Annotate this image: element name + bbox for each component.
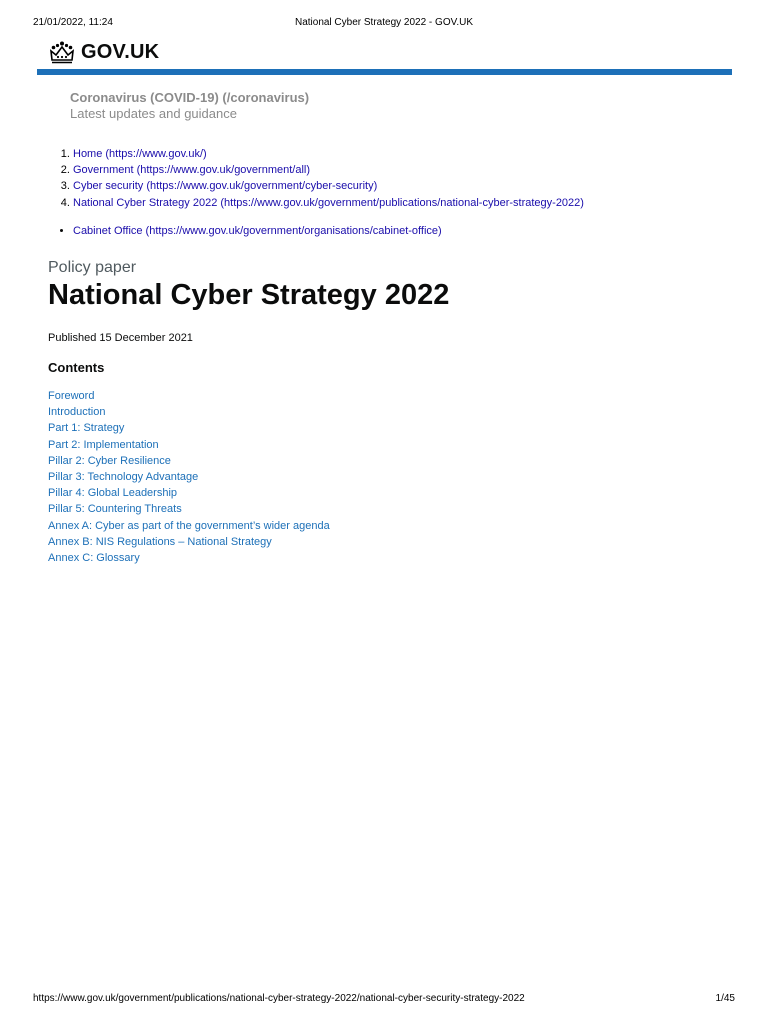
organisation-list: [48, 223, 442, 239]
breadcrumb-item-cyber-security: [73, 178, 584, 194]
breadcrumb-link-home[interactable]: Home (https://www.gov.uk/): [73, 148, 207, 160]
page-title: National Cyber Strategy 2022: [48, 279, 450, 311]
contents-list: [48, 388, 330, 566]
breadcrumb-item-national-cyber-strategy: [73, 195, 584, 211]
contents-link-pillar-5[interactable]: Pillar 5: Countering Threats: [48, 503, 182, 516]
contents-item: [48, 469, 330, 485]
breadcrumb-link-national-cyber-strategy[interactable]: National Cyber Strategy 2022 (https://www.gov.uk/government/publications/national-cyber-strategy-2022): [73, 196, 584, 209]
contents-item: [48, 501, 330, 517]
govuk-header[interactable]: [48, 38, 159, 66]
contents-item: [48, 420, 330, 436]
organisation-item: [73, 223, 442, 239]
contents-item: [48, 388, 330, 404]
govuk-logotype[interactable]: GOV.UK: [81, 40, 160, 63]
contents-item: [48, 404, 330, 420]
print-header: [33, 17, 735, 31]
published-date: Published 15 December 2021: [48, 332, 193, 344]
crown-icon: [48, 40, 76, 64]
contents-link-annex-c[interactable]: Annex C: Glossary: [48, 552, 140, 565]
contents-link-annex-b[interactable]: Annex B: NIS Regulations – National Strategy: [48, 535, 272, 548]
covid-banner-title[interactable]: Coronavirus (COVID-19) (/coronavirus): [70, 90, 310, 105]
breadcrumb-item-home: [73, 146, 584, 162]
contents-link-annex-a[interactable]: Annex A: Cyber as part of the government’s wider agenda: [48, 519, 330, 532]
contents-link-introduction[interactable]: Introduction: [48, 406, 106, 419]
contents-item: [48, 534, 330, 550]
contents-link-part-2[interactable]: Part 2: Implementation: [48, 438, 159, 451]
contents-link-part-1[interactable]: Part 1: Strategy: [48, 422, 125, 435]
contents-item: [48, 518, 330, 534]
contents-item: [48, 485, 330, 501]
print-footer: [33, 993, 735, 1007]
contents-item: [48, 550, 330, 566]
print-footer-url: https://www.gov.uk/government/publications/national-cyber-strategy-2022/national-cyber-security-strategy-2022: [33, 993, 525, 1004]
contents-link-pillar-2[interactable]: Pillar 2: Cyber Resilience: [48, 454, 171, 467]
contents-link-pillar-4[interactable]: Pillar 4: Global Leadership: [48, 487, 178, 500]
breadcrumb-item-government: [73, 162, 584, 178]
covid-banner-subtitle: Latest updates and guidance: [70, 106, 237, 121]
organisation-link-cabinet-office[interactable]: Cabinet Office (https://www.gov.uk/government/organisations/cabinet-office): [73, 225, 442, 237]
print-datetime: 21/01/2022, 11:24: [33, 17, 113, 28]
breadcrumb: [48, 146, 584, 211]
contents-link-foreword[interactable]: Foreword: [48, 390, 95, 402]
breadcrumb-link-cyber-security[interactable]: Cyber security (https://www.gov.uk/government/cyber-security): [73, 180, 378, 193]
header-blue-bar: [37, 69, 732, 75]
breadcrumb-link-government[interactable]: Government (https://www.gov.uk/government/all): [73, 164, 311, 177]
print-document-title: National Cyber Strategy 2022 - GOV.UK: [294, 17, 474, 28]
covid-banner[interactable]: [70, 90, 309, 122]
contents-item: [48, 453, 330, 469]
page-caption: Policy paper: [48, 259, 137, 276]
contents-item: [48, 437, 330, 453]
print-page-indicator: 1/45: [715, 993, 735, 1004]
contents-heading: Contents: [48, 360, 105, 375]
contents-link-pillar-3[interactable]: Pillar 3: Technology Advantage: [48, 471, 199, 484]
